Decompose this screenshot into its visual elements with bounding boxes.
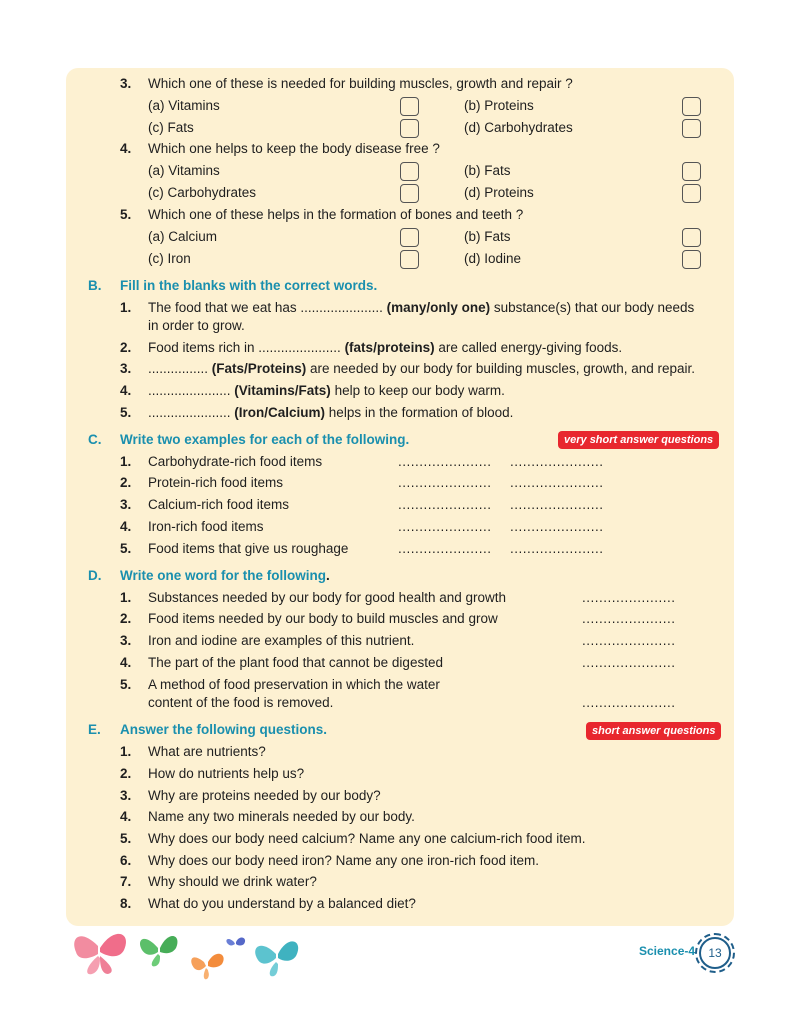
- one-word-prompt: Substances needed by our body for good health and growth: [148, 590, 507, 605]
- fill-blank-item: ...................... (Iron/Calcium) helps in the formation of blood.: [148, 405, 514, 420]
- section-letter: E.: [88, 722, 101, 737]
- item-number: 2.: [120, 766, 132, 781]
- item-number: 4.: [120, 655, 132, 670]
- question-text: Why should we drink water?: [148, 874, 317, 889]
- option-c: (c) Iron: [148, 251, 191, 266]
- option-a: (a) Vitamins: [148, 163, 220, 178]
- answer-checkbox[interactable]: [682, 184, 701, 203]
- item-number: 2.: [120, 475, 132, 490]
- section-letter: D.: [88, 568, 102, 583]
- question-text: Name any two minerals needed by our body.: [148, 809, 415, 824]
- fill-blank-item: The food that we eat has ...................... (many/only one) substance(s) that our body needs: [148, 300, 695, 315]
- one-word-prompt: Iron and iodine are examples of this nutrient.: [148, 633, 415, 648]
- question-text: Why does our body need calcium? Name any one calcium-rich food item.: [148, 831, 586, 846]
- item-number: 5.: [120, 677, 132, 692]
- item-number: 2.: [120, 611, 132, 626]
- answer-checkbox[interactable]: [682, 162, 701, 181]
- item-number: 3.: [120, 361, 132, 376]
- butterfly-teal-icon: [255, 941, 298, 976]
- section-title: Write one word for the following.: [120, 568, 330, 583]
- butterfly-orange-icon: [191, 954, 223, 980]
- butterfly-green-icon: [140, 936, 177, 966]
- item-number: 3.: [120, 633, 132, 648]
- question-text: What do you understand by a balanced diet?: [148, 896, 416, 911]
- answer-blank: ......................: [398, 475, 492, 490]
- answer-blank: ......................: [510, 541, 604, 556]
- answer-blank: ......................: [398, 519, 492, 534]
- answer-blank: ......................: [510, 519, 604, 534]
- question-number: 4.: [120, 141, 132, 156]
- question-text: How do nutrients help us?: [148, 766, 305, 781]
- section-title: Fill in the blanks with the correct words.: [120, 278, 378, 293]
- answer-blank: ......................: [582, 695, 676, 710]
- item-number: 1.: [120, 300, 132, 315]
- answer-blank: ......................: [510, 475, 604, 490]
- fill-blank-item: ...................... (Vitamins/Fats) help to keep our body warm.: [148, 383, 505, 398]
- butterfly-pink-icon: [74, 934, 126, 974]
- option-d: (d) Carbohydrates: [464, 120, 573, 135]
- item-number: 3.: [120, 788, 132, 803]
- answer-checkbox[interactable]: [682, 228, 701, 247]
- fill-blank-item: ................ (Fats/Proteins) are needed by our body for building muscles, growth, and repair.: [148, 361, 696, 376]
- question-text: Why are proteins needed by our body?: [148, 788, 381, 803]
- question-text: Which one of these is needed for building muscles, growth and repair ?: [148, 76, 573, 91]
- answer-blank: ......................: [398, 454, 492, 469]
- answer-blank: ......................: [582, 633, 676, 648]
- section-title: Write two examples for each of the following.: [120, 432, 410, 447]
- item-number: 7.: [120, 874, 132, 889]
- item-number: 4.: [120, 519, 132, 534]
- question-text: What are nutrients?: [148, 744, 266, 759]
- example-prompt: Food items that give us roughage: [148, 541, 349, 556]
- example-prompt: Protein-rich food items: [148, 475, 284, 490]
- question-type-badge: short answer questions: [586, 722, 721, 740]
- item-number: 2.: [120, 340, 132, 355]
- answer-checkbox[interactable]: [682, 250, 701, 269]
- option-b: (b) Fats: [464, 163, 511, 178]
- item-number: 5.: [120, 831, 132, 846]
- section-letter: C.: [88, 432, 102, 447]
- question-text: Which one helps to keep the body disease free ?: [148, 141, 440, 156]
- option-a: (a) Vitamins: [148, 98, 220, 113]
- answer-checkbox[interactable]: [400, 250, 419, 269]
- option-d: (d) Proteins: [464, 185, 534, 200]
- answer-checkbox[interactable]: [400, 162, 419, 181]
- option-c: (c) Fats: [148, 120, 194, 135]
- section-letter: B.: [88, 278, 102, 293]
- answer-checkbox[interactable]: [682, 119, 701, 138]
- page-number: 13: [699, 937, 731, 969]
- item-number: 8.: [120, 896, 132, 911]
- option-d: (d) Iodine: [464, 251, 522, 266]
- answer-checkbox[interactable]: [682, 97, 701, 116]
- item-number: 1.: [120, 454, 132, 469]
- option-b: (b) Proteins: [464, 98, 534, 113]
- one-word-prompt: A method of food preservation in which the water: [148, 677, 440, 692]
- example-prompt: Calcium-rich food items: [148, 497, 290, 512]
- item-number: 1.: [120, 590, 132, 605]
- answer-blank: ......................: [510, 497, 604, 512]
- answer-checkbox[interactable]: [400, 184, 419, 203]
- item-number: 3.: [120, 497, 132, 512]
- answer-blank: ......................: [510, 454, 604, 469]
- butterfly-blue-small-icon: [226, 938, 245, 946]
- question-number: 3.: [120, 76, 132, 91]
- item-number: 6.: [120, 853, 132, 868]
- item-number: 4.: [120, 383, 132, 398]
- question-number: 5.: [120, 207, 132, 222]
- question-type-badge: very short answer questions: [558, 431, 719, 449]
- example-prompt: Iron-rich food items: [148, 519, 264, 534]
- one-word-prompt-continued: content of the food is removed.: [148, 695, 334, 710]
- one-word-prompt: The part of the plant food that cannot be digested: [148, 655, 443, 670]
- question-text: Why does our body need iron? Name any one iron-rich food item.: [148, 853, 539, 868]
- answer-checkbox[interactable]: [400, 119, 419, 138]
- option-a: (a) Calcium: [148, 229, 218, 244]
- fill-blank-item: Food items rich in ...................... (fats/proteins) are called energy-giving foods.: [148, 340, 623, 355]
- answer-checkbox[interactable]: [400, 97, 419, 116]
- answer-blank: ......................: [582, 590, 676, 605]
- answer-blank: ......................: [582, 611, 676, 626]
- fill-blank-item-continued: in order to grow.: [148, 318, 245, 333]
- item-number: 5.: [120, 405, 132, 420]
- answer-blank: ......................: [398, 541, 492, 556]
- item-number: 5.: [120, 541, 132, 556]
- example-prompt: Carbohydrate-rich food items: [148, 454, 323, 469]
- answer-blank: ......................: [398, 497, 492, 512]
- item-number: 1.: [120, 744, 132, 759]
- question-text: Which one of these helps in the formation of bones and teeth ?: [148, 207, 524, 222]
- option-c: (c) Carbohydrates: [148, 185, 257, 200]
- option-b: (b) Fats: [464, 229, 511, 244]
- section-title: Answer the following questions.: [120, 722, 328, 737]
- answer-blank: ......................: [582, 655, 676, 670]
- one-word-prompt: Food items needed by our body to build muscles and grow: [148, 611, 498, 626]
- item-number: 4.: [120, 809, 132, 824]
- answer-checkbox[interactable]: [400, 228, 419, 247]
- butterflies-decoration: [70, 926, 310, 986]
- book-label: Science-4: [639, 944, 696, 958]
